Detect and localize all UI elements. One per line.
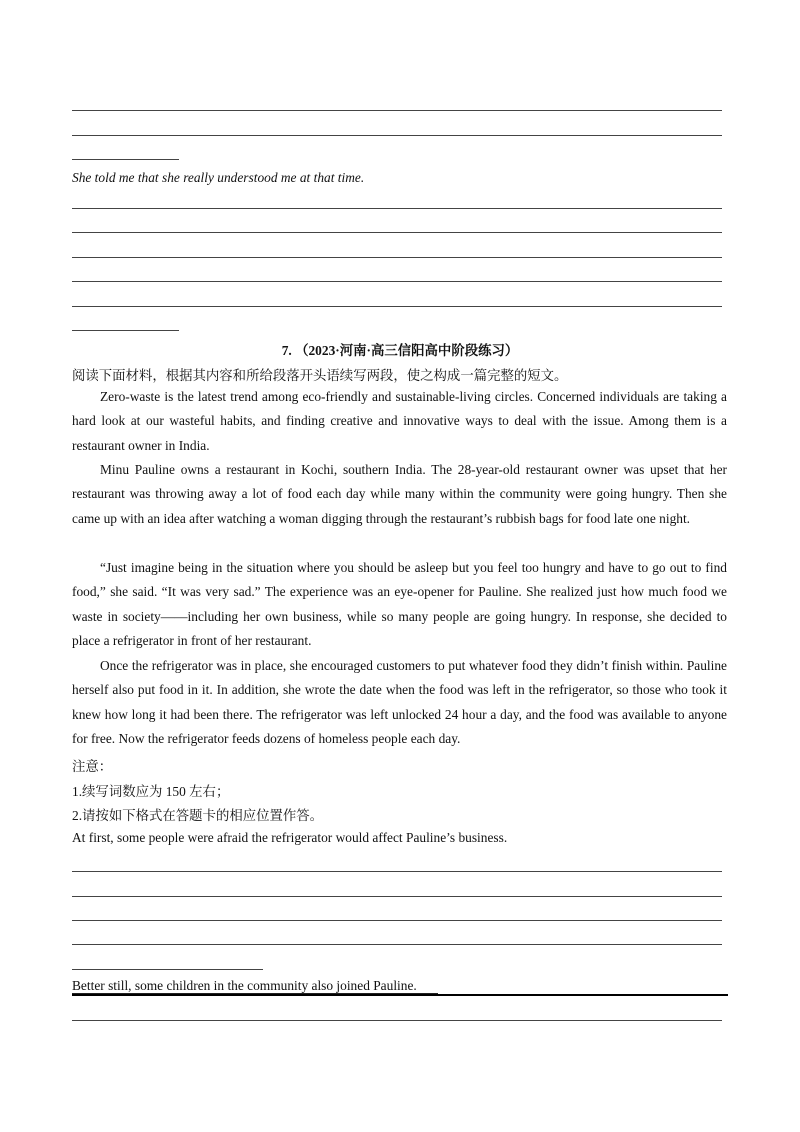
answer-line [72, 281, 722, 282]
answer-line [72, 257, 722, 258]
passage-paragraph: “Just imagine being in the situation where you should be asleep but you feel too hungry and have to go out to find food,” she said. “It was very sad.” The experience was an eye-opener for Pauline. She realized just how much food we waste in society——including her own business, while so many people are going hungry. In response, she decided to place a refrigerator in front of her restaurant. [72, 560, 727, 649]
instruction: 阅读下面材料，根据其内容和所给段落开头语续写两段，使之构成一篇完整的短文。 [72, 368, 568, 383]
continuation-prompt: At first, some people were afraid the refrigerator would affect Pauline’s business. [72, 830, 508, 845]
answer-line-short [72, 159, 179, 160]
answer-line [72, 871, 722, 872]
continuation-prompt: She told me that she really understood me at that time. [72, 170, 365, 185]
note-item: 1.续写词数应为 150 左右； [72, 784, 230, 799]
note-item: 2.请按如下格式在答题卡的相应位置作答。 [72, 808, 324, 823]
answer-line [72, 135, 722, 136]
answer-line-short [72, 969, 263, 970]
answer-line [72, 208, 722, 209]
continuation-prompt: Better still, some children in the community also joined Pauline. [72, 978, 417, 993]
answer-line [72, 306, 722, 307]
notes-label: 注意： [72, 759, 113, 774]
section-divider [72, 994, 728, 996]
question-heading: 7. （2023·河南·高三信阳高中阶段练习） [281, 343, 519, 358]
answer-line [72, 110, 722, 111]
answer-line [72, 920, 722, 921]
answer-line [72, 944, 722, 945]
passage-paragraph: Once the refrigerator was in place, she encouraged customers to put whatever food they didn’t finish within. Pauline herself also put food in it. In addition, she wrote the date when the food was left in the refrigerator, so those who took it knew how long it had been there. The refrigerator was left unlocked 24 hour a day, and the food was available to anyone for free. Now the refrigerator feeds dozens of homeless people each day. [72, 658, 727, 747]
answer-line [72, 232, 722, 233]
answer-line [72, 896, 722, 897]
answer-line-short [72, 330, 179, 331]
passage-paragraph: Minu Pauline owns a restaurant in Kochi, southern India. The 28-year-old restaurant owner was upset that her restaurant was throwing away a lot of food each day while many within the community were going hungry. Then she came up with an idea after watching a woman digging through the restaurant’s rubbish bags for food late one night. [72, 462, 727, 526]
answer-line [72, 1020, 722, 1021]
passage-paragraph: Zero-waste is the latest trend among eco-friendly and sustainable-living circles. Concerned individuals are taking a hard look at our wasteful habits, and finding creative and innovative ways to deal with the issue. Among them is a restaurant owner in India. [72, 389, 727, 453]
